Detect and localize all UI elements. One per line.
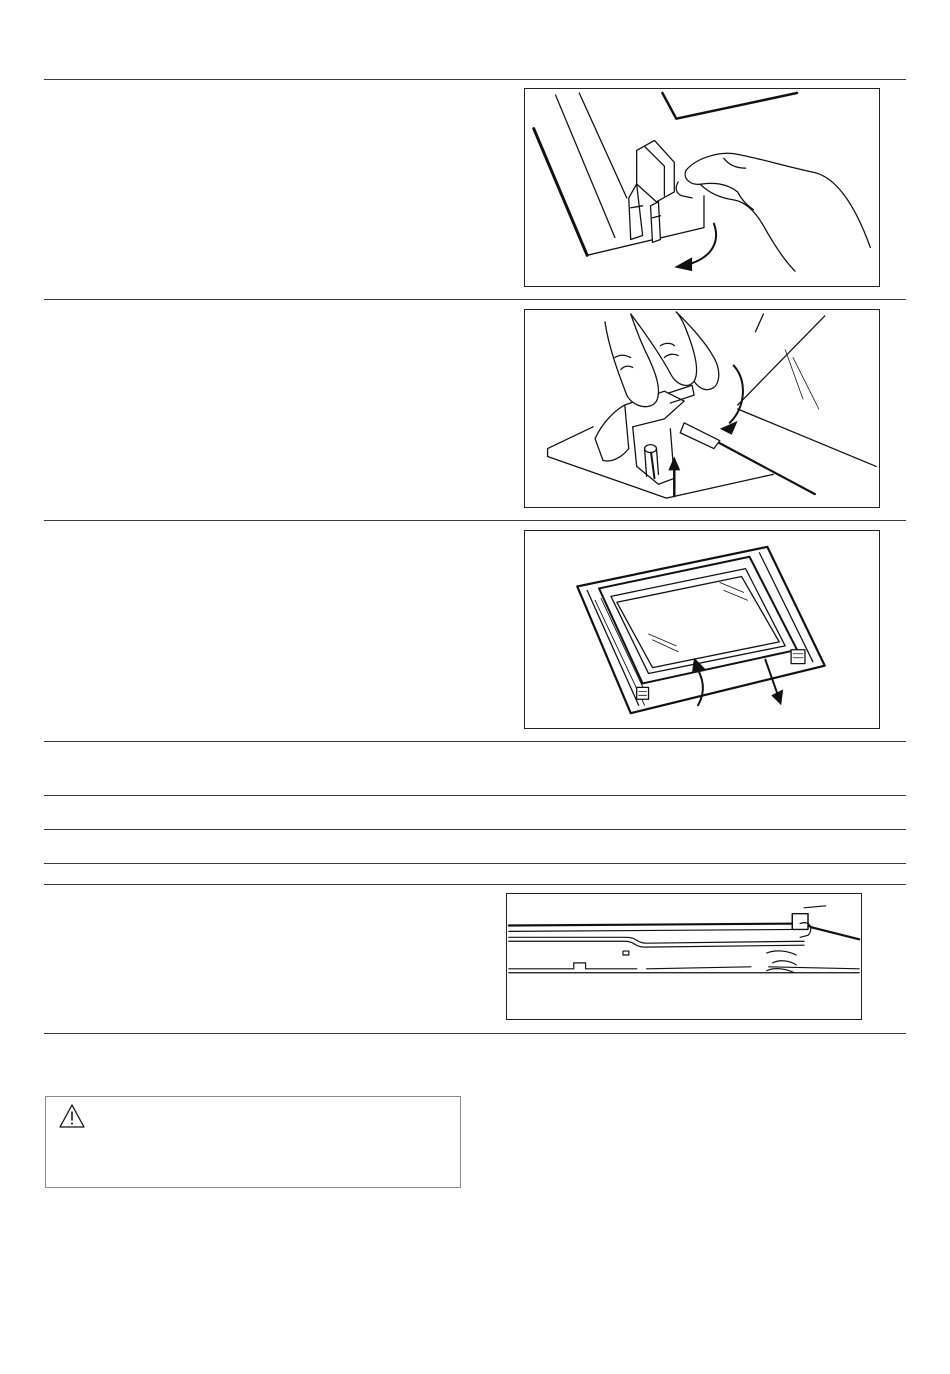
hinge-lock-press-illustration [524,309,880,508]
divider [44,829,906,830]
hinge-lever-release-illustration [524,88,880,287]
divider [44,863,906,864]
divider [44,795,906,796]
door-glass-panel-removal-illustration [524,530,880,729]
glass-panel-seating-cross-section-illustration [506,893,862,1020]
warning-box [45,1096,461,1188]
divider [44,741,906,742]
divider [44,1033,906,1034]
divider [44,520,906,521]
warning-triangle-icon [58,1103,86,1129]
divider [44,299,906,300]
divider [44,79,906,80]
divider [44,884,906,885]
